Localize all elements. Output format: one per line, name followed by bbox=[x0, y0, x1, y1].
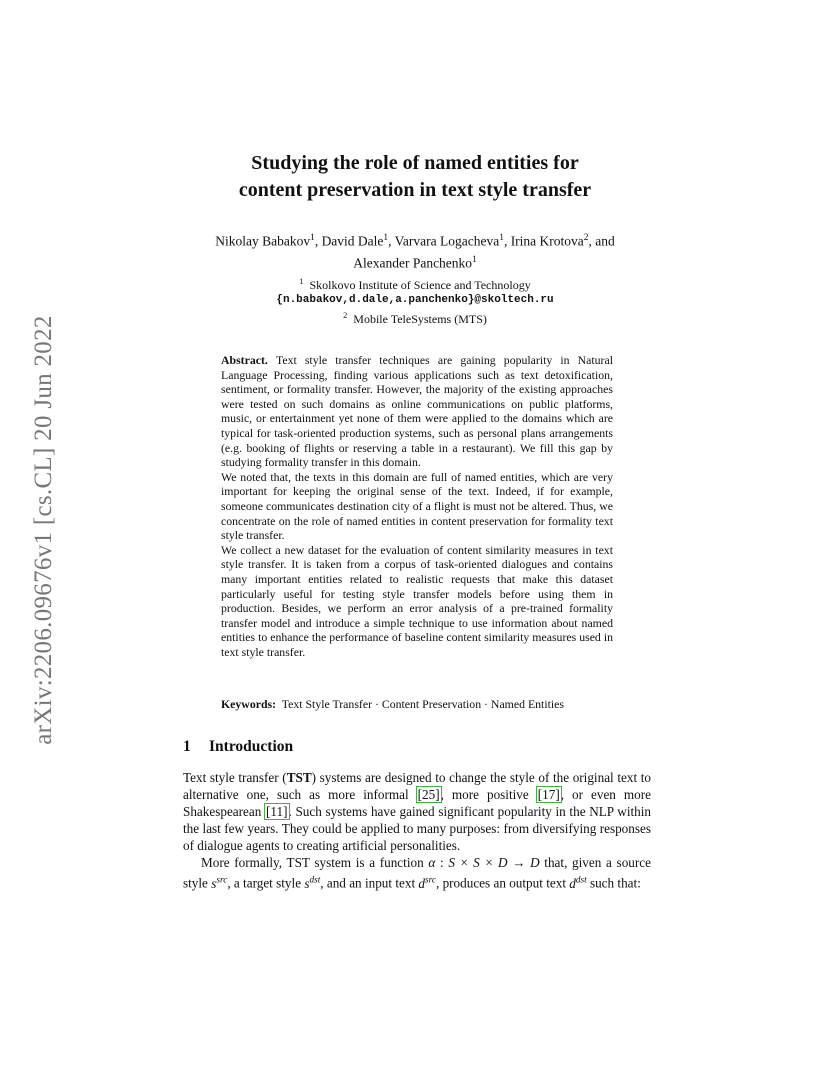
author-affil-mark: 1 bbox=[383, 233, 389, 243]
math-d-src: $d^{src}$ bbox=[418, 874, 436, 891]
abstract-paragraph: Text style transfer techniques are gaining popularity in Natural Language Processing, finding various applications such as text detoxification, sentiment, or formality transfer. However, the majority of the existing approaches were tested on such domains as online communications on public platforms, music, or entertainment yet none of them were applied to the domains which are typical for task-oriented production systems, such as personal plans arrangements (e.g. booking of flights or reserving a table in a restaurant). We fill this gap by studying formality transfer in this domain. bbox=[221, 353, 614, 470]
math-d-dst: $d^{dst}$ bbox=[569, 874, 587, 891]
section-body bbox=[183, 770, 651, 893]
section-heading bbox=[183, 738, 293, 756]
section-number: 1 bbox=[183, 738, 191, 755]
abstract bbox=[221, 353, 613, 659]
affiliation-name: Mobile TeleSystems (MTS) bbox=[353, 312, 487, 326]
citation-link[interactable]: [17] bbox=[537, 786, 560, 802]
title-line-1: Studying the role of named entities for bbox=[251, 152, 579, 174]
author-affil-mark: 1 bbox=[472, 254, 477, 265]
citation-link[interactable]: [25] bbox=[417, 786, 440, 802]
affil-mark: 2 bbox=[343, 311, 348, 320]
affiliation-name: Skolkovo Institute of Science and Technology bbox=[309, 278, 531, 292]
author-list: Nikolay Babakov$^1$, David Dale$^1$, Varvara Logacheva$^1$, Irina Krotova$^2$, and Alexander Panchenko$^1$ bbox=[215, 233, 615, 270]
author-affil-mark: 2 bbox=[583, 233, 589, 243]
author-name: Alexander Panchenko bbox=[353, 255, 473, 270]
abstract-label: Abstract. bbox=[221, 353, 268, 367]
author-name: Irina Krotova bbox=[510, 233, 584, 249]
citation-link[interactable]: [11] bbox=[266, 803, 288, 819]
affil-mark: 1 bbox=[299, 277, 304, 286]
section-title: Introduction bbox=[209, 738, 294, 755]
body-paragraph: More formally, TST system is a function α : S × S × D → D that, given a source style $s^{src}$, a target style $s^{dst}$, and an input text $d^{src}$, produces an output text $d^{dst}$ such that: bbox=[183, 854, 651, 891]
math-s-src: $s^{src}$ bbox=[211, 874, 228, 891]
math-s-dst: $s^{dst}$ bbox=[304, 874, 321, 891]
keywords-list: Text Style Transfer · Content Preservation · Named Entities bbox=[281, 697, 564, 711]
author-affil-mark: 1 bbox=[499, 233, 504, 243]
math-function-signature: S × S × D → D bbox=[448, 854, 540, 870]
arxiv-identifier: arXiv:2206.09676v1 [cs.CL] 20 Jun 2022 bbox=[30, 315, 57, 745]
author-name: Varvara Logacheva bbox=[394, 233, 500, 249]
author-conjunction: and bbox=[595, 233, 615, 249]
math-alpha: α bbox=[428, 854, 436, 870]
paper-title bbox=[120, 150, 710, 204]
title-line-2: content preservation in text style transfer bbox=[238, 179, 592, 201]
keywords-label: Keywords: bbox=[221, 697, 277, 711]
keywords bbox=[221, 697, 621, 712]
abstract-paragraph: We noted that, the texts in this domain are full of named entities, which are very important for keeping the original sense of the text. Indeed, if for example, someone communicates destination city of a flight is must not be altered. Thus, we concentrate on the role of named entities in content preservation for formality text style transfer. bbox=[221, 469, 613, 543]
author-name: David Dale bbox=[321, 233, 384, 249]
author-affil-mark: 1 bbox=[310, 233, 315, 243]
affiliations bbox=[150, 274, 680, 327]
author-emails: {n.babakov,d.dale,a.panchenko}@skoltech.ru bbox=[276, 294, 554, 306]
author-name: Nikolay Babakov bbox=[215, 233, 311, 249]
arxiv-sidebar bbox=[16, 300, 72, 760]
abstract-paragraph: We collect a new dataset for the evaluation of content similarity measures in text style transfer. It is taken from a corpus of task-oriented dialogues and contains many important entities related to realistic requests that make this dataset particularly useful for testing style transfer models before using them in production. Besides, we perform an error analysis of a pre-trained formality transfer model and introduce a simple technique to use information about named entities to enhance the performance of baseline content similarity measures used in text style transfer. bbox=[221, 542, 613, 659]
tst-acronym: TST bbox=[286, 770, 312, 785]
body-paragraph: Text style transfer (TST) systems are designed to change the style of the original text to alternative one, such as more informal [25], more positive [17], or even more Shakespearean [11]. Such systems have gained significant popularity in the NLP within the last few years. They could be applied to many purposes: from diversifying responses of dialogue agents to creating artificial personalities. bbox=[183, 770, 651, 853]
